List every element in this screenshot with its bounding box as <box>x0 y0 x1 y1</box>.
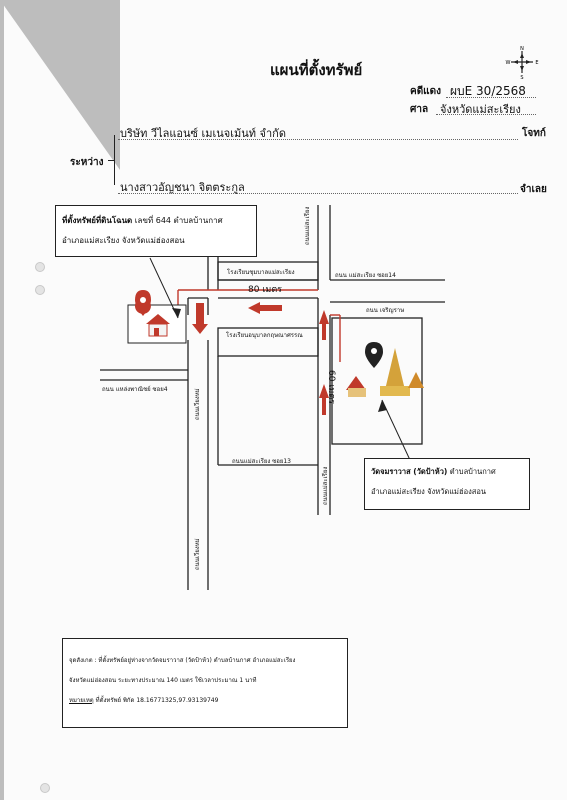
temple-callout-line1 <box>371 466 496 478</box>
court-name: จังหวัดแม่สะเรียง <box>440 103 521 116</box>
case-number: ผบE 30/2568 <box>450 84 526 98</box>
temple-icon <box>346 348 424 397</box>
property-callout-bold: ที่ตั้งทรัพย์ที่ดินโฉนด <box>62 216 133 225</box>
school1-label: โรงเรียนชุมบาลแม่สะเรียง <box>227 269 295 276</box>
svg-text:W: W <box>505 60 511 66</box>
property-callout-box <box>55 205 257 257</box>
road-wiangmai-label: ถนนเวียงหม่ <box>194 388 201 420</box>
note-remark-label: หมายเหตุ <box>69 697 94 704</box>
plaintiff-role: โจทก์ <box>522 128 546 139</box>
road-top-vertical-label: ถนนแม่สะเรียง <box>304 206 311 245</box>
note-box <box>62 638 348 728</box>
distance-80-label: 80 เมตร <box>248 285 283 295</box>
road-main-vertical-label: ถนนแม่สะเรียง <box>322 466 329 505</box>
route-arrows <box>192 302 329 415</box>
road-soi14-label: ถนน แม่สะเรียง ซอย14 <box>335 272 396 279</box>
defendant-role: จำเลย <box>520 184 547 195</box>
note-line1: จุดสังเกต : ที่ตั้งทรัพย์อยู่ห่างจากวัดจมราวาส (วัดป้าห้ว) ตำบลบ้านกาศ อำเภอแม่สะเรียง <box>69 657 296 664</box>
temple-pin-icon <box>365 342 383 368</box>
road-celerat-label: ถนน เจริญราษ <box>366 307 405 314</box>
road-wiangmai-label-lower: ถนนเวียงหม่ <box>194 538 201 570</box>
property-callout-line2: อำเภอแม่สะเรียง จังหวัดแม่ฮ่องสอน <box>62 236 185 245</box>
defendant-name: นางสาวอัญชนา จิตตระกูล <box>120 181 245 194</box>
note-line3 <box>69 695 218 705</box>
school2-label: โรงเรียนอนุบาลกฤษณาศรรณ <box>226 332 303 339</box>
svg-text:N: N <box>520 46 524 52</box>
plaintiff-name: บริษัท วีไลแอนซ์ เมเนจเม้นท์ จำกัด <box>120 127 286 140</box>
property-callout-rest: เลขที่ 644 ตำบลบ้านกาศ <box>132 216 223 225</box>
svg-text:E: E <box>535 60 539 66</box>
note-line2: จังหวัดแม่ฮ่องสอน ระยะทางประมาณ 140 เมตร ใช้เวลาประมาณ 1 นาที <box>69 677 257 684</box>
property-callout-line1 <box>62 214 223 227</box>
distance-60-label: 60 เมตร <box>326 370 336 405</box>
page-title: แผนที่ตั้งทรัพย์ <box>270 61 363 79</box>
temple-callout-bold: วัดจมราวาส (วัดป้าห้ว) <box>371 467 448 476</box>
svg-text:S: S <box>520 75 524 80</box>
temple-callout-line2: อำเภอแม่สะเรียง จังหวัดแม่ฮ่องสอน <box>371 487 486 496</box>
road-soi13-label: ถนนแม่สะเรียง ซอย13 <box>232 458 291 465</box>
court-label: ศาล <box>410 104 429 115</box>
road-soi4-label: ถนน แหล่งพาณิชย์ ซอย4 <box>102 386 168 393</box>
case-label: คดีแดง <box>410 86 442 97</box>
between-label: ระหว่าง <box>70 157 104 168</box>
temple-callout-rest: ตำบลบ้านกาศ <box>447 467 496 476</box>
note-coordinates: ที่ตั้งทรัพย์ พิกัด 18.16771325,97.93139749 <box>93 697 219 704</box>
temple-callout-box <box>364 458 530 510</box>
